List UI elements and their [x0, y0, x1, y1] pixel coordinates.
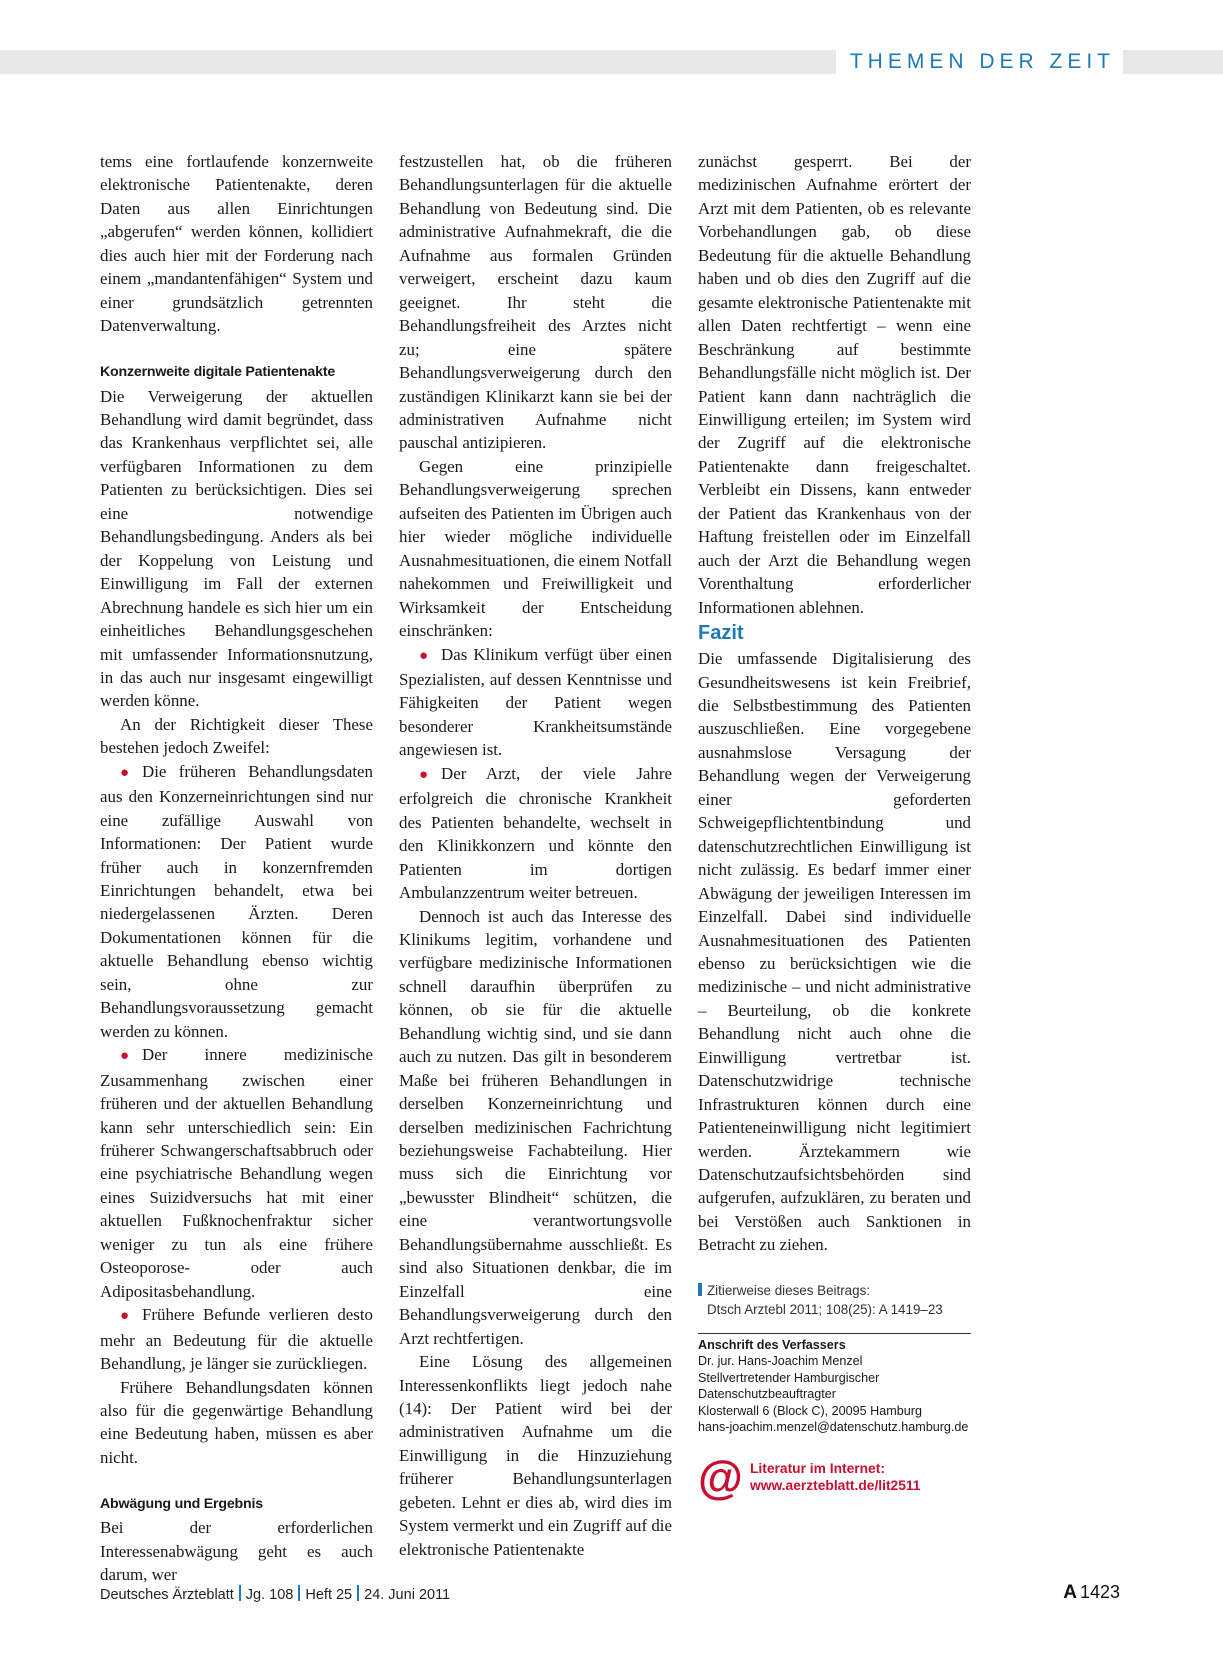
separator	[298, 1585, 300, 1601]
paragraph: Eine Lösung des allgemeinen Interessenkonflikts liegt jedoch nahe (14): Der Patient wird bei der administrativen Aufnahme um die Einwilligung in die Hinzuziehung früherer Behandlungsunterlagen gebeten. Lehnt er dies ab, wird dies im System vermerkt und ein Zugriff auf die elektronische Patientenakte	[399, 1352, 672, 1559]
citation-label: Zitierweise dieses Beitrags:	[707, 1282, 870, 1298]
column-2	[399, 150, 672, 1561]
column-3	[698, 150, 971, 1503]
section-title: THEMEN DER ZEIT	[836, 49, 1123, 75]
bullet-text: Frühere Befunde verlieren desto mehr an Bedeutung für die aktuelle Behandlung, je länger sie zurückliegen.	[100, 1305, 373, 1374]
separator	[357, 1585, 359, 1601]
citation-box	[698, 1281, 971, 1319]
subheading: Abwägung und Ergebnis	[100, 1495, 263, 1512]
at-icon: @	[698, 1450, 743, 1503]
paragraph: Bei der erforderlichen Interessenabwägung geht es auch darum, wer	[100, 1518, 373, 1585]
volume: Jg. 108	[245, 1587, 294, 1603]
column-1	[100, 150, 373, 1587]
bullet-text: Die früheren Behandlungsdaten aus den Konzerneinrichtungen sind nur eine zufällige Auswahl von Informationen: Der Patient wurde früher auch in konzernfremden Einrichtungen behandelt, etwa bei niedergelassenen Ärzten. Deren Dokumentationen können für die aktuelle Behandlung ebenso wichtig sein, ohne zur Behandlungsvoraussetzung gemacht werden zu können.	[100, 761, 373, 1041]
author-role: Datenschutzbeauftragter	[698, 1387, 836, 1402]
journal-name: Deutsches Ärzteblatt	[100, 1587, 234, 1603]
paragraph: Die Verweigerung der aktuellen Behandlung wird damit begründet, dass das Krankenhaus verpflichtet sei, alle verfügbaren Informationen zu dem Patienten zu berücksichtigen. Dies sei eine notwendige Behandlungsbedingung. Anders als bei der Koppelung von Leistung und Einwilligung im Fall der externen Abrechnung handele es sich hier um ein einheitliches Behandlungsgeschehen mit umfassender Informationsnutzung, in das auch nur insgesamt eingewilligt werden könne.	[100, 386, 373, 711]
author-email[interactable]: hans-joachim.menzel@datenschutz.hamburg.de	[698, 1420, 969, 1435]
bullet-text: Das Klinikum verfügt über einen Spezialisten, auf dessen Kenntnisse und Fähigkeiten der Patient wegen besonderer Krankheitsumstände angewiesen ist.	[399, 644, 672, 760]
literature-box	[698, 1450, 971, 1503]
paragraph: Frühere Behandlungsdaten können also für die gegenwärtige Behandlung eine Bedeutung haben, müssen es aber nicht.	[100, 1377, 373, 1467]
bullet-icon: ●	[120, 1308, 130, 1325]
bullet-text: Der Arzt, der viele Jahre erfolgreich die chronische Krankheit des Patienten behandelte, wechselt in den Klinikkonzern und könnte den Patienten im dortigen Ambulanzzentrum weiter betreuen.	[399, 763, 672, 903]
bullet-icon: ●	[419, 766, 429, 783]
author-address	[698, 1333, 971, 1436]
bullet-item	[399, 762, 672, 905]
address-title: Anschrift des Verfassers	[698, 1337, 846, 1352]
paragraph: Gegen eine prinzipielle Behandlungsverweigerung sprechen aufseiten des Patienten im Übrigen auch hier wieder mögliche individuelle Ausnahmesituationen, die einem Notfall nahekommen und Freiwilligkeit und Wirksamkeit der Entscheidung einschränken:	[399, 456, 672, 641]
paragraph: Dennoch ist auch das Interesse des Klinikums legitim, vorhandene und verfügbare medizinische Informationen schnell daraufhin überprüfen zu können, ob sie für die aktuelle Behandlung wichtig sind, und sie dann auch zu nutzen. Das gilt in besonderem Maße bei früheren Behandlungen in derselben Konzerneinrichtung und derselben medizinischen Fachrichtung beziehungsweise Fachabteilung. Hier muss sich die Einrichtung vor „bewusster Blindheit“ schützen, die eine verantwortungsvolle Behandlungsübernahme ausschließt. Es sind also Situationen denkbar, die im Einzelfall eine Behandlungsverweigerung durch den Arzt rechtfertigen.	[399, 906, 672, 1348]
author-role: Stellvertretender Hamburgischer	[698, 1370, 880, 1385]
literature-link[interactable]: www.aerzteblatt.de/lit2511	[750, 1477, 921, 1493]
issue: Heft 25	[305, 1587, 353, 1603]
footer	[100, 1585, 450, 1604]
bullet-item	[399, 643, 672, 762]
bullet-item	[100, 1043, 373, 1303]
bullet-icon: ●	[120, 1048, 130, 1065]
subheading: Konzernweite digitale Patientenakte	[100, 364, 336, 381]
page-number-value: 1423	[1079, 1582, 1120, 1602]
page-number	[1063, 1581, 1120, 1604]
author-name: Dr. jur. Hans-Joachim Menzel	[698, 1354, 863, 1369]
issue-date: 24. Juni 2011	[364, 1587, 451, 1603]
page-prefix: A	[1063, 1582, 1077, 1603]
paragraph: tems eine fortlaufende konzernweite elektronische Patientenakte, deren Daten aus allen Einrichtungen „abgerufen“ werden können, kollidiert dies auch hier mit der Forderung nach einem „mandantenfähigen“ System und einer grundsätzlich getrennten Datenverwaltung.	[100, 152, 373, 336]
bullet-item	[100, 760, 373, 1043]
separator	[239, 1585, 241, 1601]
fazit-heading: Fazit	[698, 622, 744, 645]
citation-reference: Dtsch Arztebl 2011; 108(25): A 1419–23	[707, 1301, 943, 1317]
literature-label: Literatur im Internet:	[750, 1460, 885, 1476]
paragraph: festzustellen hat, ob die früheren Behandlungsunterlagen für die aktuelle Behandlung von Bedeutung sind. Die administrative Aufnahmekraft, die die Aufnahme aus formalen Gründen verweigert, erscheint dazu kaum geeignet. Ihr steht die Behandlungsfreiheit des Arztes nicht zu; eine spätere Behandlungsverweigerung durch den zuständigen Klinikarzt kann sie bei der administrativen Aufnahme nicht pauschal antizipieren.	[399, 152, 672, 453]
paragraph: An der Richtigkeit dieser These bestehen jedoch Zweifel:	[100, 714, 373, 758]
paragraph: Die umfassende Digitalisierung des Gesundheitswesens ist kein Freibrief, die Selbstbestimmung des Patienten auszuschließen. Eine vorgegebene ausnahmslose Versagung der Behandlung wegen der Verweigerung einer geforderten Schweigepflichtentbindung und datenschutzrechtlichen Einwilligung ist nicht zulässig. Es bedarf immer einer Abwägung der jeweiligen Interessen im Einzelfall. Dabei sind individuelle Ausnahmesituationen des Patienten ebenso zu berücksichtigen wie die medizinische – und nicht administrative – Beurteilung, ob die konkrete Behandlung nicht auch ohne die Einwilligung vertretbar ist. Datenschutzwidrige technische Infrastrukturen können durch eine Patienteneinwilligung nicht legitimiert werden. Ärztekammern wie Datenschutzaufsichtsbehörden sind aufgerufen, aufzuklären, zu beraten und bei Verstößen auch Sanktionen in Betracht zu ziehen.	[698, 649, 971, 1255]
bullet-text: Der innere medizinische Zusammenhang zwischen einer früheren und der aktuellen Behandlung kann sehr unterschiedlich sein: Ein früherer Schwangerschaftsabbruch oder eine psychiatrische Behandlung wegen eines Suizidversuchs hat mit einer aktuellen Fußknochenfraktur sicher weniger zu tun als eine frühere Osteoporose- oder auch Adipositasbehandlung.	[100, 1045, 373, 1301]
bullet-icon: ●	[120, 764, 130, 781]
author-street: Klosterwall 6 (Block C), 20095 Hamburg	[698, 1403, 922, 1418]
paragraph: zunächst gesperrt. Bei der medizinischen Aufnahme erörtert der Arzt mit dem Patienten, ob es relevante Vorbehandlungen gab, ob diese Bedeutung für die aktuelle Behandlung haben und ob dies den Zugriff auf die gesamte elektronische Patientenakte mit allen Daten rechtfertigt – wenn eine Beschränkung auf bestimmte Behandlungsfälle nicht möglich ist. Der Patient kann dann nachträglich die Einwilligung erteilen; im System wird der Zugriff auf die elektronische Patientenakte dann freigeschaltet. Verbleibt ein Dissens, kann entweder der Patient das Krankenhaus von der Haftung freistellen oder im Einzelfall auch der Arzt die Behandlung wegen Vorenthaltung erforderlicher Informationen ablehnen.	[698, 152, 971, 617]
bullet-item	[100, 1303, 373, 1375]
bullet-icon: ●	[419, 647, 429, 664]
citation-marker	[698, 1283, 702, 1296]
